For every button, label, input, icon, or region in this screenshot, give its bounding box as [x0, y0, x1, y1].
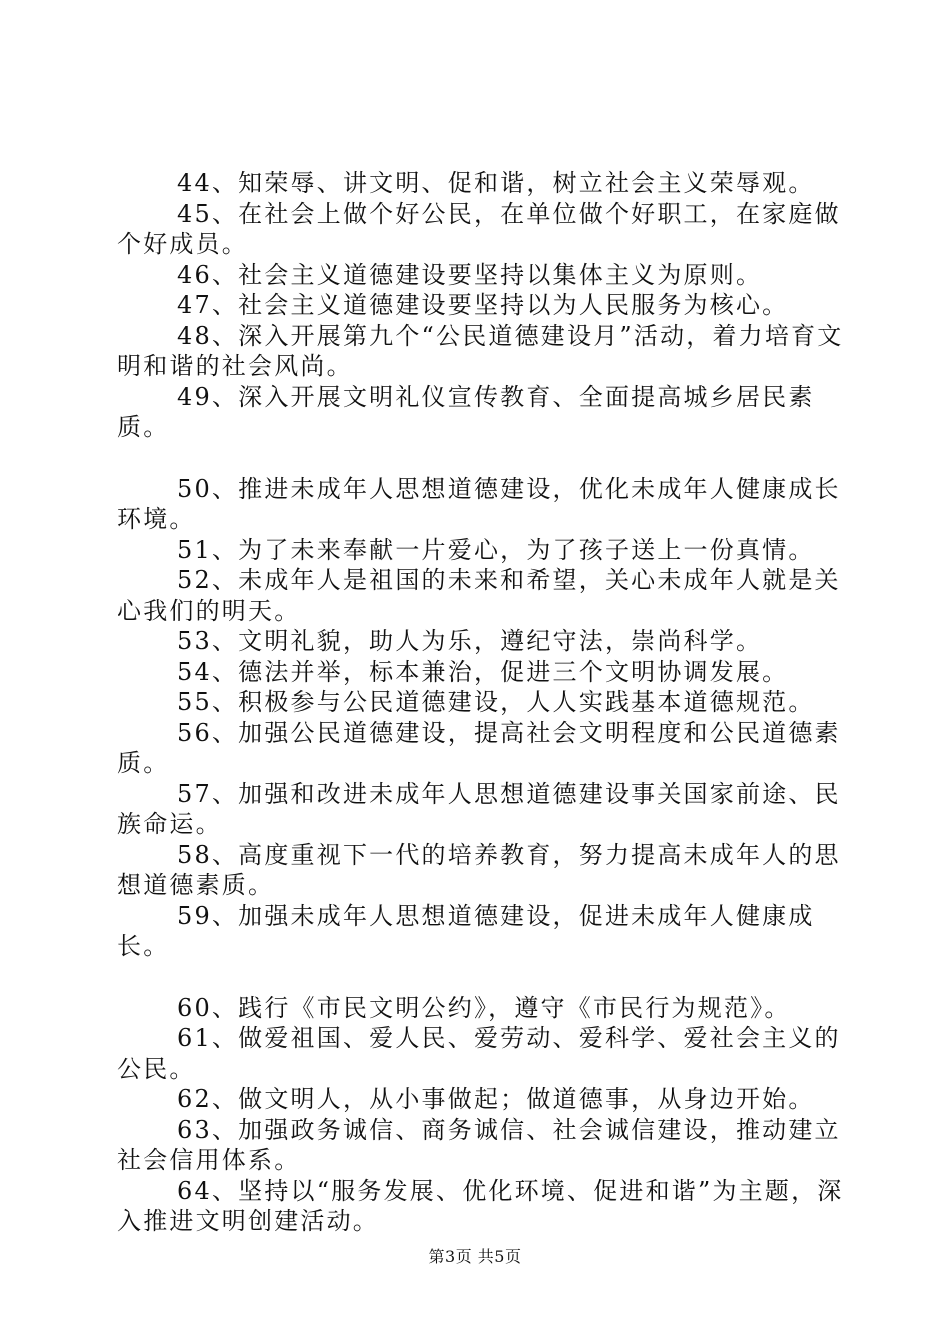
document-body	[117, 168, 847, 1237]
slogan-paragraph-57: 57、加强和改进未成年人思想道德建设事关国家前途、民族命运。	[117, 779, 841, 838]
slogan-paragraph-64: 64、坚持以“服务发展、优化环境、促进和谐”为主题，深入推进文明创建活动。	[117, 1176, 844, 1235]
slogan-paragraph-46: 46、社会主义道德建设要坚持以集体主义为原则。	[177, 260, 763, 289]
slogan-paragraph-60: 60、践行《市民文明公约》，遵守《市民行为规范》。	[177, 993, 791, 1022]
page-footer: 第3页 共5页	[428, 1247, 522, 1266]
slogan-paragraph-61: 61、做爱祖国、爱人民、爱劳动、爱科学、爱社会主义的公民。	[117, 1024, 841, 1083]
slogan-paragraph-63: 63、加强政务诚信、商务诚信、社会诚信建设，推动建立社会信用体系。	[117, 1115, 841, 1174]
slogan-paragraph-54: 54、德法并举，标本兼治，促进三个文明协调发展。	[177, 657, 789, 686]
slogan-paragraph-50: 50、推进未成年人思想道德建设，优化未成年人健康成长环境。	[117, 474, 841, 533]
slogan-paragraph-51: 51、为了未来奉献一片爱心，为了孩子送上一份真情。	[177, 535, 815, 564]
slogan-paragraph-45: 45、在社会上做个好公民，在单位做个好职工，在家庭做个好成员。	[117, 199, 841, 258]
slogan-paragraph-62: 62、做文明人，从小事做起；做道德事，从身边开始。	[177, 1085, 815, 1113]
slogan-paragraph-49: 49、深入开展文明礼仪宣传教育、全面提高城乡居民素质。	[117, 382, 815, 441]
slogan-paragraph-55: 55、积极参与公民道德建设，人人实践基本道德规范。	[177, 688, 815, 716]
slogan-paragraph-58: 58、高度重视下一代的培养教育，努力提高未成年人的思想道德素质。	[117, 840, 841, 899]
slogan-paragraph-59: 59、加强未成年人思想道德建设，促进未成年人健康成长。	[117, 901, 815, 960]
slogan-paragraph-48: 48、深入开展第九个“公民道德建设月”活动，着力培育文明和谐的社会风尚。	[117, 321, 844, 380]
slogan-paragraph-47: 47、社会主义道德建设要坚持以为人民服务为核心。	[177, 291, 789, 319]
slogan-paragraph-53: 53、文明礼貌，助人为乐，遵纪守法，崇尚科学。	[177, 627, 763, 655]
slogan-paragraph-44: 44、知荣辱、讲文明、促和谐，树立社会主义荣辱观。	[177, 169, 815, 197]
slogan-paragraph-56: 56、加强公民道德建设，提高社会文明程度和公民道德素质。	[117, 718, 841, 777]
slogan-paragraph-52: 52、未成年人是祖国的未来和希望，关心未成年人就是关心我们的明天。	[117, 566, 841, 625]
